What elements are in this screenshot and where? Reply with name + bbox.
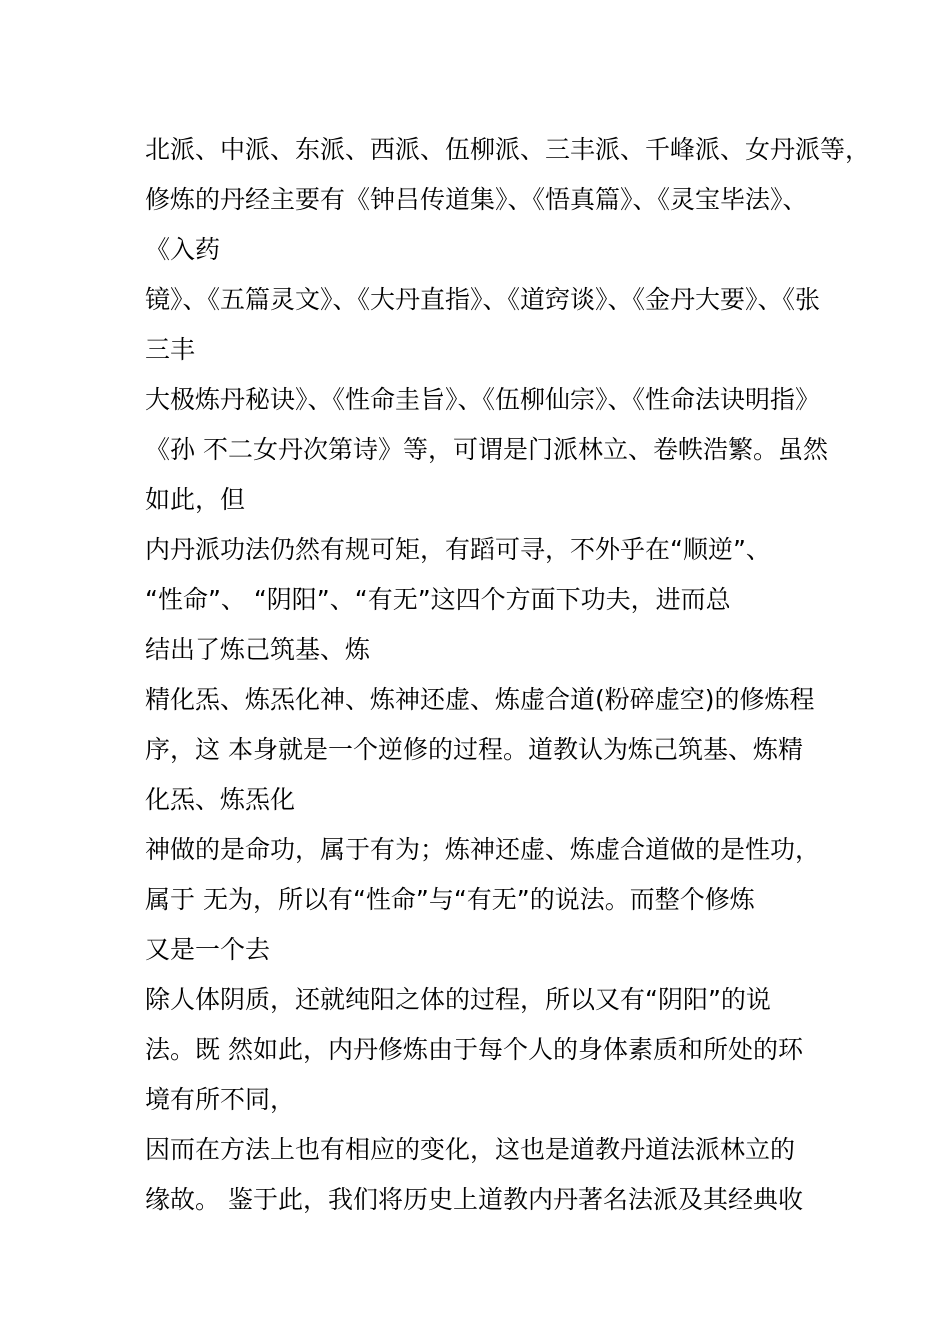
text-line: 《孙 不二女丹次第诗》等，可谓是门派林立、卷帙浩繁。虽然 <box>145 435 828 464</box>
text-line: 境有所不同， <box>145 1085 296 1114</box>
text-line: 三丰 <box>145 335 196 364</box>
text-line: 《入药 <box>145 235 221 264</box>
text-line: 神做的是命功，属于有为；炼神还虚、炼虚合道做的是性功， <box>145 835 821 864</box>
text-line: 缘故。 鉴于此，我们将历史上道教内丹著名法派及其经典收 <box>145 1185 803 1214</box>
text-line: 镜》、《五篇灵文》、《大丹直指》、《道窍谈》、《金丹大要》、《张 <box>145 285 821 314</box>
text-line: 属于 无为，所以有“性命”与“有无”的说法。而整个修炼 <box>145 885 755 914</box>
text-line: 化炁、炼炁化 <box>145 785 296 814</box>
text-line: 如此，但 <box>145 485 246 514</box>
text-line: “性命”、 “阴阳”、“有无”这四个方面下功夫，进而总 <box>145 585 731 614</box>
text-line: 除人体阴质，还就纯阳之体的过程，所以又有“阴阳”的说 <box>145 985 771 1014</box>
text-line: 内丹派功法仍然有规可矩，有蹈可寻，不外乎在“顺逆”、 <box>145 535 771 564</box>
text-line: 精化炁、炼炁化神、炼神还虚、炼虚合道(粉碎虚空)的修炼程 <box>145 685 815 714</box>
text-line: 结出了炼己筑基、炼 <box>145 635 371 664</box>
text-line: 法。既 然如此，内丹修炼由于每个人的身体素质和所处的环 <box>145 1035 803 1064</box>
text-line: 又是一个去 <box>145 935 271 964</box>
text-line: 因而在方法上也有相应的变化，这也是道教丹道法派林立的 <box>145 1135 796 1164</box>
text-line: 大极炼丹秘诀》、《性命圭旨》、《伍柳仙宗》、《性命法诀明指》 <box>145 385 821 414</box>
text-line: 序，这 本身就是一个逆修的过程。道教认为炼己筑基、炼精 <box>145 735 803 764</box>
text-line: 北派、中派、东派、西派、伍柳派、三丰派、千峰派、女丹派等， <box>145 135 871 164</box>
text-line: 修炼的丹经主要有《钟吕传道集》、《悟真篇》、《灵宝毕法》、 <box>145 185 808 214</box>
